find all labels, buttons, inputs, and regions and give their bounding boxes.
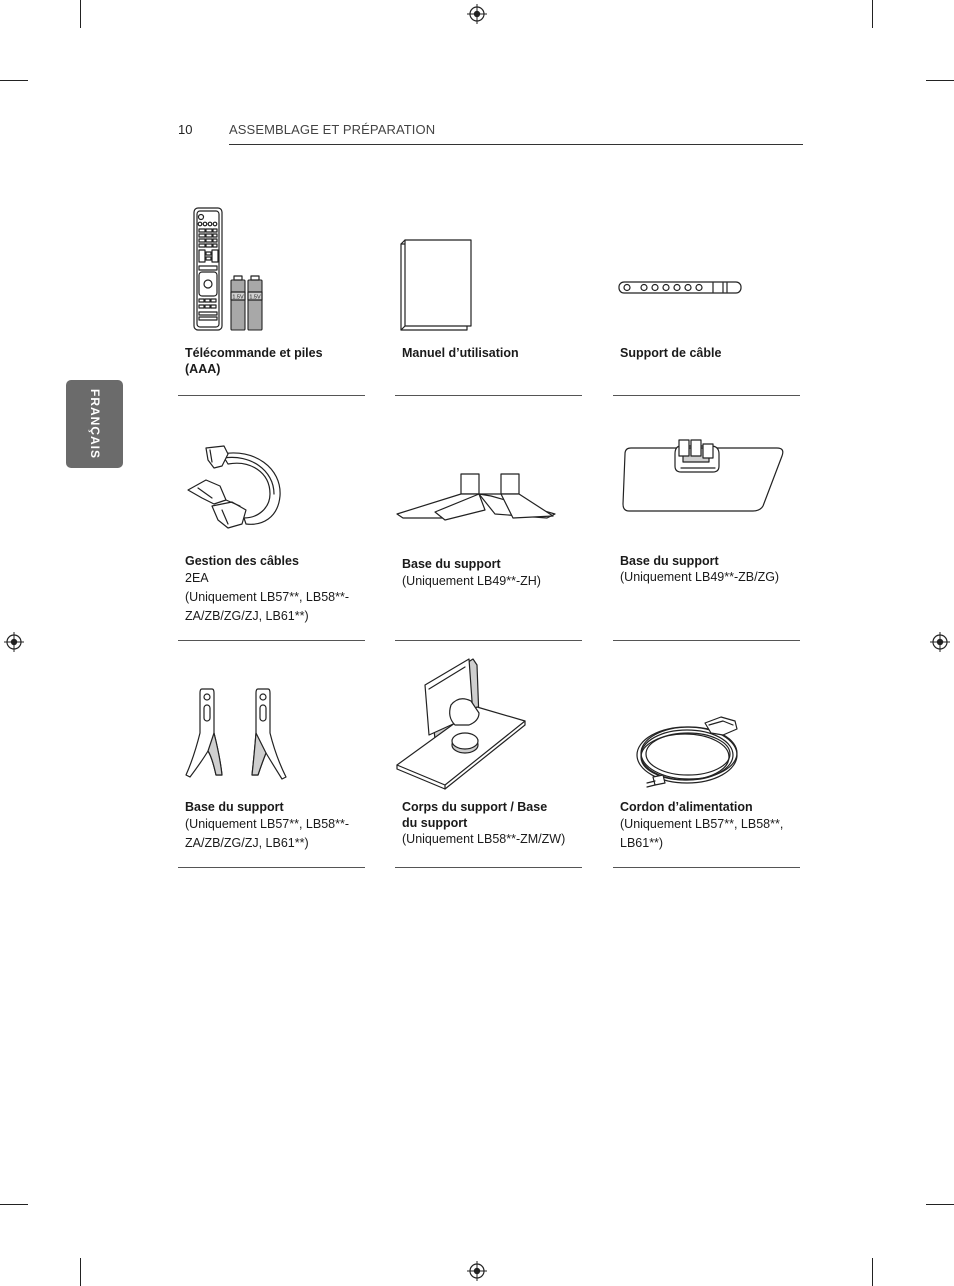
battery-label: 1.5V — [232, 294, 244, 301]
crop-mark — [0, 80, 28, 81]
item-note: (Uniquement LB57**, LB58**-ZA/ZB/ZG/ZJ, LB61**) — [185, 817, 349, 850]
item-stand-legs — [178, 641, 366, 868]
remote-control-icon — [190, 206, 290, 332]
cable-management-clip-icon — [184, 440, 286, 532]
item-caption — [620, 799, 798, 853]
item-caption — [620, 553, 798, 585]
item-name: Support de câble — [620, 346, 722, 360]
registration-mark-icon — [4, 632, 24, 652]
stand-base-icon — [395, 470, 557, 522]
item-user-manual — [395, 200, 583, 396]
registration-mark-icon — [467, 1261, 487, 1281]
header-divider — [229, 144, 803, 145]
item-name: Base du support — [402, 557, 501, 571]
item-cable-holder — [613, 200, 801, 396]
item-name: Gestion des câbles — [185, 554, 299, 568]
crop-mark — [0, 1204, 28, 1205]
item-note: (Uniquement LB57**, LB58**, LB61**) — [620, 817, 784, 850]
crop-mark — [926, 80, 954, 81]
item-caption — [185, 345, 363, 377]
page-number: 10 — [178, 122, 193, 137]
item-name: Base du support — [185, 800, 284, 814]
item-name: Base du support — [620, 554, 719, 568]
item-name: Cordon d’alimentation — [620, 800, 753, 814]
item-name: Manuel d’utilisation — [402, 346, 519, 360]
item-remote-batteries — [178, 200, 366, 396]
item-note: (Uniquement LB58**-ZM/ZW) — [402, 832, 566, 846]
item-caption — [185, 799, 363, 853]
item-name: Télécommande et piles (AAA) — [185, 346, 323, 376]
stand-body-base-icon — [395, 655, 527, 787]
item-divider — [395, 867, 582, 868]
stand-base-plate-icon — [621, 438, 785, 514]
item-caption — [402, 345, 580, 361]
item-caption — [620, 345, 798, 361]
item-stand-base-zh — [395, 396, 583, 641]
language-tab-label: FRANÇAIS — [87, 389, 102, 459]
item-stand-base-zb-zg — [613, 396, 801, 641]
crop-mark — [872, 1258, 873, 1286]
item-caption — [185, 553, 363, 626]
power-cord-icon — [633, 713, 751, 789]
cable-holder-icon — [617, 278, 749, 298]
crop-mark — [80, 0, 81, 28]
item-power-cord — [613, 641, 801, 868]
registration-mark-icon — [467, 4, 487, 24]
registration-mark-icon — [930, 632, 950, 652]
crop-mark — [80, 1258, 81, 1286]
item-divider — [613, 867, 800, 868]
item-note: (Uniquement LB49**-ZH) — [402, 574, 541, 588]
crop-mark — [872, 0, 873, 28]
crop-mark — [926, 1204, 954, 1205]
language-tab — [66, 380, 123, 468]
item-stand-body-base — [395, 641, 583, 868]
manual-book-icon — [399, 238, 479, 332]
item-note: (Uniquement LB49**-ZB/ZG) — [620, 570, 780, 584]
item-name: Corps du support / Base du support — [402, 800, 548, 830]
section-title: ASSEMBLAGE ET PRÉPARATION — [229, 122, 436, 137]
item-caption — [402, 556, 580, 591]
item-divider — [178, 867, 365, 868]
stand-legs-icon — [186, 687, 290, 781]
item-caption — [402, 799, 580, 847]
item-note: 2EA (Uniquement LB57**, LB58**-ZA/ZB/ZG/ZJ, LB61**) — [185, 571, 349, 623]
battery-label: 1.5V — [249, 294, 261, 301]
item-cable-management — [178, 396, 366, 641]
